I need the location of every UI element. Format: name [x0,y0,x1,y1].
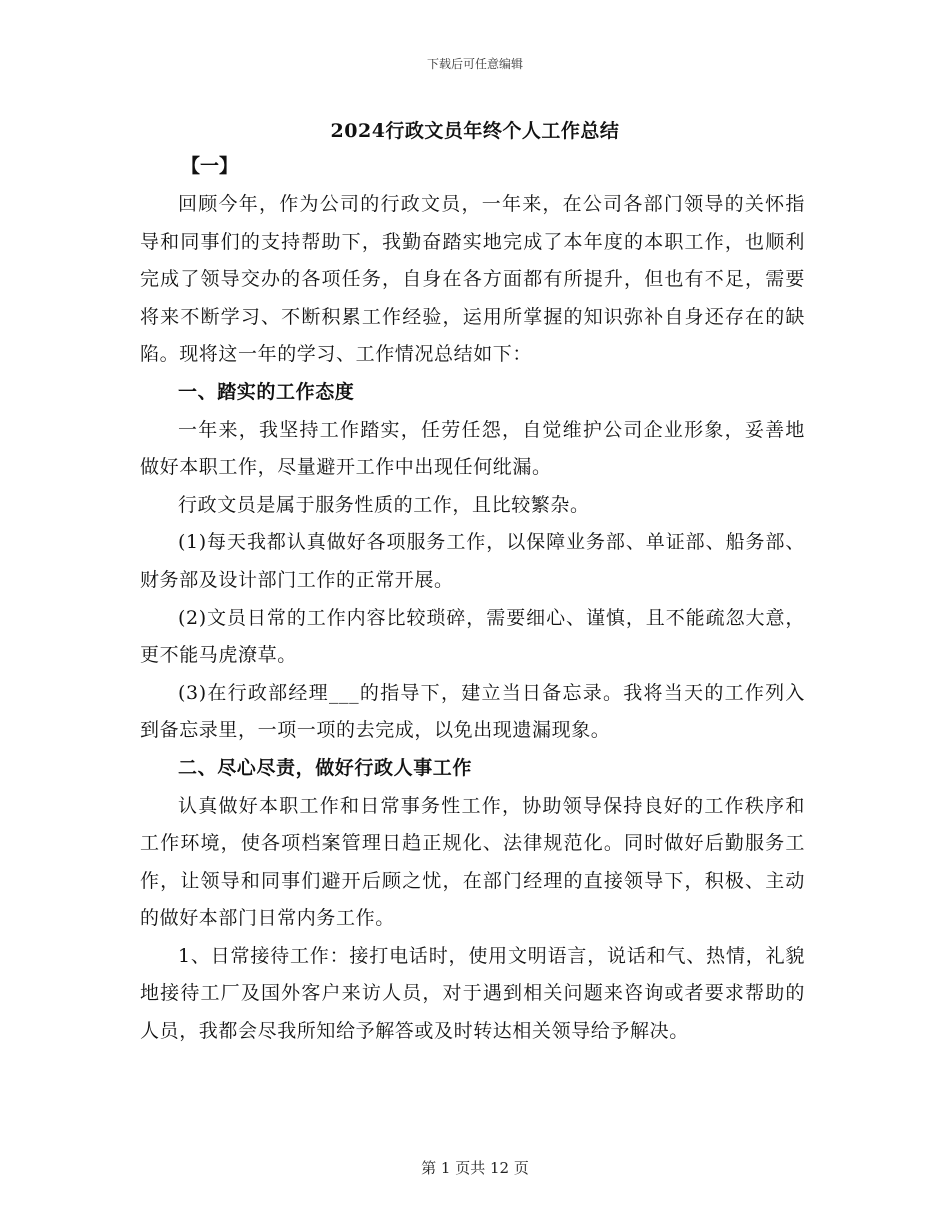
paragraph-admin-work: 认真做好本职工作和日常事务性工作，协助领导保持良好的工作秩序和工作环境，使各项档案管理日趋正规化、法律规范化。同时做好后勤服务工作，让领导和同事们避开后顾之忧，在部门经理的直接领导下，积极、主动的做好本部门日常内务工作。 [140,794,805,930]
page-header-note: 下载后可任意编辑 [426,57,523,71]
paragraph-intro: 回顾今年，作为公司的行政文员，一年来，在公司各部门领导的关怀指导和同事们的支持帮助下，我勤奋踏实地完成了本年度的本职工作，也顺利完成了领导交办的各项任务，自身在各方面都有所提升，但也有不足，需要将来不断学习、不断积累工作经验，运用所掌握的知识弥补自身还存在的缺陷。现将这一年的学习、工作情况总结如下： [140,193,805,366]
document-title: 2024行政文员年终个人工作总结 [330,120,620,142]
paragraph-service-nature: 行政文员是属于服务性质的工作，且比较繁杂。 [178,493,590,516]
paragraph-attitude: 一年来，我坚持工作踏实，任劳任怨，自觉维护公司企业形象，妥善地做好本职工作，尽量避开工作中出现任何纰漏。 [140,418,805,479]
document-body [140,186,805,1051]
paragraph-item-3: (3)在行政部经理___的指导下，建立当日备忘录。我将当天的工作列入到备忘录里，一项一项的去完成，以免出现遗漏现象。 [140,681,805,742]
paragraph-item-1: (1)每天我都认真做好各项服务工作，以保障业务部、单证部、船务部、财务部及设计部门工作的正常开展。 [140,531,805,591]
section-marker: 【一】 [181,155,239,177]
page-number-footer: 第 1 页共 12 页 [421,1159,529,1177]
section-heading-1: 一、踏实的工作态度 [178,380,355,403]
paragraph-item-2: (2)文员日常的工作内容比较琐碎，需要细心、谨慎，且不能疏忽大意，更不能马虎潦草。 [140,606,805,667]
paragraph-reception: 1、日常接待工作：接打电话时，使用文明语言，说话和气、热情，礼貌地接待工厂及国外客户来访人员，对于遇到相关问题来咨询或者要求帮助的人员，我都会尽我所知给予解答或及时转达相关领导给予解决。 [140,944,805,1043]
section-heading-2: 二、尽心尽责，做好行政人事工作 [178,756,473,779]
